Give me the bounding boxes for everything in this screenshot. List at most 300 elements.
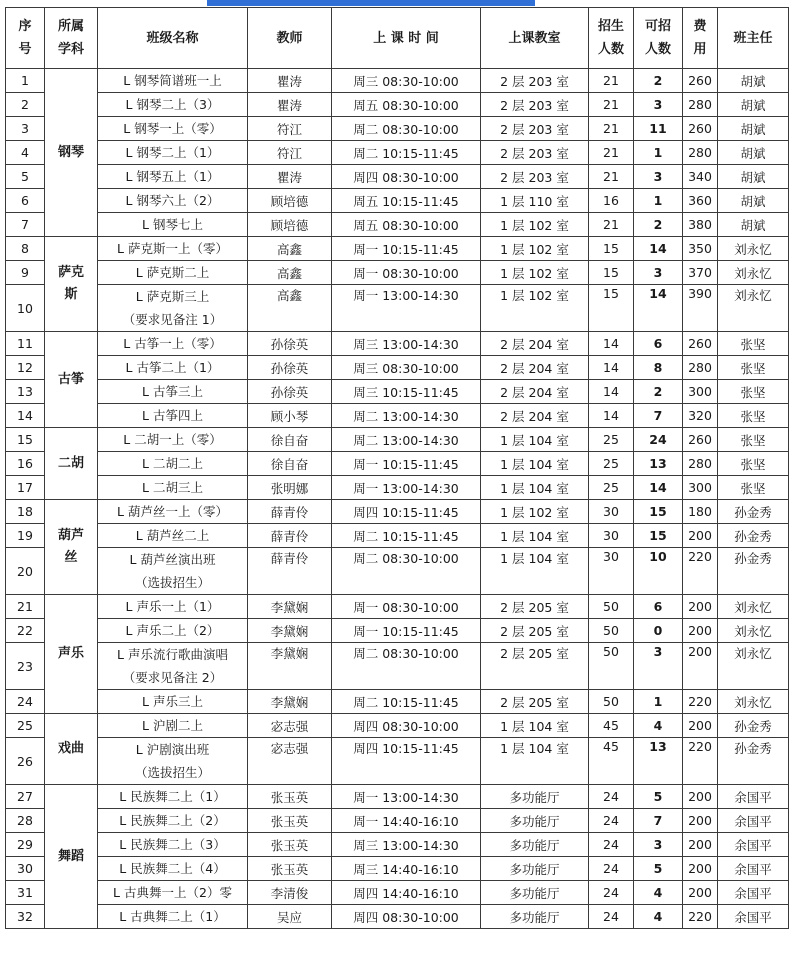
cell-time: 周四 08:30-10:00 xyxy=(332,165,481,189)
cell-class-name xyxy=(98,500,248,524)
cell-room: 2 层 203 室 xyxy=(481,93,589,117)
cell-index: 25 xyxy=(6,714,45,738)
cell-index: 9 xyxy=(6,261,45,285)
cell-fee: 380 xyxy=(683,213,718,237)
cell-index: 32 xyxy=(6,905,45,929)
cell-class-name xyxy=(98,738,248,785)
cell-head-teacher: 余国平 xyxy=(718,881,789,905)
cell-fee: 200 xyxy=(683,619,718,643)
cell-available: 3 xyxy=(634,643,683,690)
cell-available: 10 xyxy=(634,548,683,595)
cell-class-name xyxy=(98,261,248,285)
cell-room: 1 层 102 室 xyxy=(481,500,589,524)
cell-fee: 220 xyxy=(683,905,718,929)
cell-class-name xyxy=(98,452,248,476)
cell-class-name xyxy=(98,93,248,117)
cell-quota: 24 xyxy=(589,857,634,881)
cell-class-name xyxy=(98,237,248,261)
subject-label: 斯 xyxy=(64,287,78,302)
subject-label: 丝 xyxy=(64,550,78,565)
class-name-line: L 葫芦丝一上（零） xyxy=(117,504,228,519)
cell-quota: 50 xyxy=(589,690,634,714)
cell-room: 2 层 203 室 xyxy=(481,117,589,141)
cell-head-teacher: 刘永忆 xyxy=(718,261,789,285)
cell-head-teacher: 张坚 xyxy=(718,476,789,500)
cell-head-teacher: 刘永忆 xyxy=(718,595,789,619)
cell-fee: 300 xyxy=(683,476,718,500)
table-row xyxy=(6,141,789,165)
cell-quota: 21 xyxy=(589,117,634,141)
cell-index: 10 xyxy=(6,285,45,332)
cell-head-teacher: 胡斌 xyxy=(718,141,789,165)
class-name-line: L 二胡二上 xyxy=(142,456,203,471)
cell-class-name xyxy=(98,332,248,356)
cell-teacher: 顾培德 xyxy=(248,213,332,237)
cell-quota: 24 xyxy=(589,809,634,833)
cell-time: 周四 08:30-10:00 xyxy=(332,714,481,738)
header-available: 可招 人数 xyxy=(634,8,683,69)
cell-fee: 320 xyxy=(683,404,718,428)
class-name-line: L 沪剧二上 xyxy=(142,718,203,733)
table-row xyxy=(6,404,789,428)
cell-time: 周二 08:30-10:00 xyxy=(332,117,481,141)
cell-class-name xyxy=(98,595,248,619)
cell-teacher: 孙徐英 xyxy=(248,380,332,404)
cell-quota: 21 xyxy=(589,165,634,189)
cell-index: 15 xyxy=(6,428,45,452)
cell-class-name xyxy=(98,881,248,905)
cell-time: 周三 13:00-14:30 xyxy=(332,332,481,356)
cell-available: 15 xyxy=(634,524,683,548)
cell-teacher: 张玉英 xyxy=(248,857,332,881)
cell-teacher: 薛青伶 xyxy=(248,500,332,524)
cell-quota: 14 xyxy=(589,332,634,356)
class-name-line: L 声乐三上 xyxy=(142,694,203,709)
cell-index: 2 xyxy=(6,93,45,117)
subject-label: 古筝 xyxy=(57,371,84,387)
cell-available: 14 xyxy=(634,476,683,500)
table-row xyxy=(6,643,789,690)
cell-quota: 50 xyxy=(589,643,634,690)
cell-class-name xyxy=(98,857,248,881)
cell-time: 周二 13:00-14:30 xyxy=(332,428,481,452)
cell-index: 7 xyxy=(6,213,45,237)
class-name-line: L 声乐一上（1） xyxy=(125,599,220,614)
cell-teacher: 李黛娴 xyxy=(248,643,332,690)
top-blue-bar xyxy=(207,0,535,6)
cell-head-teacher: 张坚 xyxy=(718,428,789,452)
cell-index: 19 xyxy=(6,524,45,548)
cell-index: 11 xyxy=(6,332,45,356)
cell-room: 2 层 205 室 xyxy=(481,619,589,643)
cell-available: 11 xyxy=(634,117,683,141)
class-name-line: L 二胡一上（零） xyxy=(123,432,222,447)
cell-room: 多功能厅 xyxy=(481,881,589,905)
cell-available: 2 xyxy=(634,213,683,237)
cell-subject xyxy=(45,428,98,500)
table-row xyxy=(6,881,789,905)
cell-time: 周四 10:15-11:45 xyxy=(332,738,481,785)
subject-label: 萨克 xyxy=(57,265,84,280)
cell-quota: 45 xyxy=(589,714,634,738)
header-subject: 所属 学科 xyxy=(45,8,98,69)
cell-available: 3 xyxy=(634,93,683,117)
cell-teacher: 薛青伶 xyxy=(248,524,332,548)
cell-fee: 280 xyxy=(683,93,718,117)
cell-quota: 30 xyxy=(589,524,634,548)
cell-teacher: 宓志强 xyxy=(248,738,332,785)
table-row xyxy=(6,785,789,809)
cell-head-teacher: 胡斌 xyxy=(718,117,789,141)
cell-index: 3 xyxy=(6,117,45,141)
cell-room: 1 层 104 室 xyxy=(481,428,589,452)
cell-fee: 280 xyxy=(683,452,718,476)
cell-room: 2 层 205 室 xyxy=(481,595,589,619)
cell-class-name xyxy=(98,619,248,643)
cell-fee: 200 xyxy=(683,524,718,548)
cell-head-teacher: 胡斌 xyxy=(718,93,789,117)
table-row xyxy=(6,237,789,261)
header-time: 上 课 时 间 xyxy=(332,8,481,69)
class-name-line: L 古筝三上 xyxy=(142,384,203,399)
cell-room: 多功能厅 xyxy=(481,833,589,857)
cell-room: 1 层 104 室 xyxy=(481,524,589,548)
cell-head-teacher: 胡斌 xyxy=(718,165,789,189)
cell-quota: 14 xyxy=(589,356,634,380)
cell-head-teacher: 刘永忆 xyxy=(718,285,789,332)
cell-quota: 45 xyxy=(589,738,634,785)
cell-index: 8 xyxy=(6,237,45,261)
table-row xyxy=(6,117,789,141)
class-name-line: L 萨克斯二上 xyxy=(135,265,210,280)
cell-room: 1 层 102 室 xyxy=(481,285,589,332)
cell-room: 2 层 205 室 xyxy=(481,643,589,690)
cell-quota: 25 xyxy=(589,428,634,452)
cell-available: 3 xyxy=(634,165,683,189)
cell-quota: 15 xyxy=(589,285,634,332)
cell-quota: 24 xyxy=(589,905,634,929)
cell-head-teacher: 刘永忆 xyxy=(718,643,789,690)
cell-time: 周一 13:00-14:30 xyxy=(332,785,481,809)
cell-time: 周一 08:30-10:00 xyxy=(332,595,481,619)
cell-teacher: 徐自奋 xyxy=(248,428,332,452)
cell-head-teacher: 余国平 xyxy=(718,785,789,809)
cell-teacher: 徐自奋 xyxy=(248,452,332,476)
cell-teacher: 瞿涛 xyxy=(248,69,332,93)
cell-available: 13 xyxy=(634,738,683,785)
cell-teacher: 张玉英 xyxy=(248,785,332,809)
class-name-line: L 古典舞二上（1） xyxy=(119,909,226,924)
cell-class-name xyxy=(98,643,248,690)
cell-room: 1 层 102 室 xyxy=(481,237,589,261)
table-row xyxy=(6,833,789,857)
cell-fee: 200 xyxy=(683,714,718,738)
cell-time: 周三 13:00-14:30 xyxy=(332,833,481,857)
table-row xyxy=(6,189,789,213)
cell-available: 2 xyxy=(634,380,683,404)
cell-quota: 21 xyxy=(589,93,634,117)
cell-class-name xyxy=(98,905,248,929)
cell-available: 7 xyxy=(634,809,683,833)
table-body xyxy=(6,69,789,929)
table-row xyxy=(6,332,789,356)
cell-available: 4 xyxy=(634,905,683,929)
cell-fee: 360 xyxy=(683,189,718,213)
table-row xyxy=(6,380,789,404)
table-row xyxy=(6,213,789,237)
cell-quota: 16 xyxy=(589,189,634,213)
class-name-line: L 声乐二上（2） xyxy=(125,623,220,638)
header-teacher: 教师 xyxy=(248,8,332,69)
cell-room: 1 层 102 室 xyxy=(481,213,589,237)
table-row xyxy=(6,285,789,332)
subject-label: 葫芦 xyxy=(57,528,84,543)
cell-class-name xyxy=(98,809,248,833)
class-name-line: L 古筝二上（1） xyxy=(125,360,220,375)
cell-head-teacher: 孙金秀 xyxy=(718,738,789,785)
cell-time: 周五 08:30-10:00 xyxy=(332,213,481,237)
table-row xyxy=(6,93,789,117)
header-fee: 费 用 xyxy=(683,8,718,69)
cell-available: 13 xyxy=(634,452,683,476)
cell-class-name xyxy=(98,213,248,237)
cell-fee: 220 xyxy=(683,690,718,714)
cell-time: 周二 08:30-10:00 xyxy=(332,643,481,690)
cell-quota: 50 xyxy=(589,595,634,619)
cell-fee: 300 xyxy=(683,380,718,404)
cell-time: 周二 10:15-11:45 xyxy=(332,524,481,548)
table-row xyxy=(6,165,789,189)
cell-class-name xyxy=(98,285,248,332)
cell-class-name xyxy=(98,785,248,809)
cell-time: 周二 10:15-11:45 xyxy=(332,141,481,165)
cell-room: 1 层 110 室 xyxy=(481,189,589,213)
class-name-line: L 钢琴七上 xyxy=(142,217,203,232)
cell-class-name xyxy=(98,69,248,93)
cell-index: 20 xyxy=(6,548,45,595)
cell-time: 周四 08:30-10:00 xyxy=(332,905,481,929)
cell-teacher: 顾培德 xyxy=(248,189,332,213)
cell-fee: 200 xyxy=(683,643,718,690)
cell-available: 1 xyxy=(634,189,683,213)
cell-quota: 15 xyxy=(589,237,634,261)
cell-fee: 260 xyxy=(683,117,718,141)
cell-time: 周五 10:15-11:45 xyxy=(332,189,481,213)
cell-class-name xyxy=(98,141,248,165)
cell-available: 0 xyxy=(634,619,683,643)
cell-head-teacher: 孙金秀 xyxy=(718,548,789,595)
cell-class-name xyxy=(98,356,248,380)
cell-room: 1 层 104 室 xyxy=(481,476,589,500)
class-name-line: L 萨克斯三上 xyxy=(135,289,210,304)
cell-time: 周三 14:40-16:10 xyxy=(332,857,481,881)
class-name-line: L 民族舞二上（3） xyxy=(119,837,226,852)
cell-teacher: 高鑫 xyxy=(248,237,332,261)
cell-class-name xyxy=(98,117,248,141)
cell-index: 21 xyxy=(6,595,45,619)
cell-index: 14 xyxy=(6,404,45,428)
cell-class-name xyxy=(98,548,248,595)
cell-room: 1 层 104 室 xyxy=(481,452,589,476)
cell-class-name xyxy=(98,714,248,738)
cell-fee: 200 xyxy=(683,881,718,905)
cell-fee: 200 xyxy=(683,857,718,881)
cell-class-name xyxy=(98,524,248,548)
cell-subject xyxy=(45,500,98,595)
cell-room: 2 层 203 室 xyxy=(481,141,589,165)
cell-quota: 24 xyxy=(589,881,634,905)
cell-head-teacher: 余国平 xyxy=(718,833,789,857)
cell-fee: 350 xyxy=(683,237,718,261)
class-name-line: L 民族舞二上（1） xyxy=(119,789,226,804)
subject-label: 声乐 xyxy=(57,646,84,661)
cell-room: 2 层 204 室 xyxy=(481,332,589,356)
cell-room: 2 层 204 室 xyxy=(481,380,589,404)
cell-head-teacher: 张坚 xyxy=(718,404,789,428)
cell-teacher: 符江 xyxy=(248,141,332,165)
cell-time: 周一 08:30-10:00 xyxy=(332,261,481,285)
cell-available: 1 xyxy=(634,141,683,165)
table-row xyxy=(6,595,789,619)
class-name-line: L 钢琴二上（3） xyxy=(125,97,220,112)
cell-room: 多功能厅 xyxy=(481,785,589,809)
cell-available: 3 xyxy=(634,833,683,857)
cell-time: 周二 13:00-14:30 xyxy=(332,404,481,428)
cell-subject xyxy=(45,714,98,785)
cell-index: 13 xyxy=(6,380,45,404)
cell-time: 周四 10:15-11:45 xyxy=(332,500,481,524)
cell-fee: 200 xyxy=(683,595,718,619)
cell-room: 2 层 204 室 xyxy=(481,404,589,428)
cell-available: 24 xyxy=(634,428,683,452)
class-name-line: L 萨克斯一上（零） xyxy=(117,241,228,256)
class-name-line: L 钢琴五上（1） xyxy=(125,169,220,184)
cell-head-teacher: 余国平 xyxy=(718,857,789,881)
cell-available: 2 xyxy=(634,69,683,93)
cell-class-name xyxy=(98,833,248,857)
cell-time: 周三 10:15-11:45 xyxy=(332,380,481,404)
cell-fee: 370 xyxy=(683,261,718,285)
cell-index: 16 xyxy=(6,452,45,476)
cell-teacher: 张玉英 xyxy=(248,809,332,833)
table-row xyxy=(6,548,789,595)
cell-class-name xyxy=(98,690,248,714)
cell-head-teacher: 张坚 xyxy=(718,332,789,356)
table-row xyxy=(6,261,789,285)
cell-room: 1 层 104 室 xyxy=(481,548,589,595)
cell-subject xyxy=(45,69,98,237)
cell-available: 14 xyxy=(634,285,683,332)
cell-room: 多功能厅 xyxy=(481,857,589,881)
cell-quota: 15 xyxy=(589,261,634,285)
cell-index: 29 xyxy=(6,833,45,857)
subject-label: 二胡 xyxy=(57,455,84,471)
cell-fee: 180 xyxy=(683,500,718,524)
cell-room: 多功能厅 xyxy=(481,809,589,833)
table-row xyxy=(6,714,789,738)
cell-time: 周三 08:30-10:00 xyxy=(332,356,481,380)
cell-quota: 25 xyxy=(589,476,634,500)
table-row xyxy=(6,905,789,929)
class-name-line: L 葫芦丝二上 xyxy=(135,528,210,543)
cell-room: 2 层 203 室 xyxy=(481,69,589,93)
cell-index: 28 xyxy=(6,809,45,833)
cell-available: 1 xyxy=(634,690,683,714)
cell-class-name xyxy=(98,476,248,500)
class-name-line: L 钢琴二上（1） xyxy=(125,145,220,160)
cell-available: 5 xyxy=(634,857,683,881)
cell-index: 1 xyxy=(6,69,45,93)
cell-room: 1 层 104 室 xyxy=(481,738,589,785)
table-row xyxy=(6,356,789,380)
cell-fee: 260 xyxy=(683,428,718,452)
class-name-line: L 钢琴一上（零） xyxy=(123,121,222,136)
cell-teacher: 高鑫 xyxy=(248,285,332,332)
cell-available: 14 xyxy=(634,237,683,261)
cell-teacher: 薛青伶 xyxy=(248,548,332,595)
class-name-line: L 沪剧演出班 xyxy=(135,742,210,757)
cell-fee: 200 xyxy=(683,833,718,857)
cell-head-teacher: 孙金秀 xyxy=(718,524,789,548)
cell-available: 4 xyxy=(634,714,683,738)
class-name-line: L 声乐流行歌曲演唱 xyxy=(117,647,228,662)
header-head-teacher: 班主任 xyxy=(718,8,789,69)
class-name-line: L 钢琴六上（2） xyxy=(125,193,220,208)
cell-quota: 21 xyxy=(589,141,634,165)
cell-time: 周一 13:00-14:30 xyxy=(332,476,481,500)
cell-quota: 25 xyxy=(589,452,634,476)
cell-time: 周四 14:40-16:10 xyxy=(332,881,481,905)
table-row xyxy=(6,428,789,452)
cell-fee: 340 xyxy=(683,165,718,189)
cell-index: 18 xyxy=(6,500,45,524)
cell-teacher: 张玉英 xyxy=(248,833,332,857)
subject-label: 戏曲 xyxy=(57,741,84,756)
cell-fee: 280 xyxy=(683,356,718,380)
cell-head-teacher: 张坚 xyxy=(718,356,789,380)
cell-time: 周一 13:00-14:30 xyxy=(332,285,481,332)
cell-head-teacher: 刘永忆 xyxy=(718,690,789,714)
cell-index: 4 xyxy=(6,141,45,165)
cell-head-teacher: 张坚 xyxy=(718,452,789,476)
header-quota: 招生 人数 xyxy=(589,8,634,69)
table-row xyxy=(6,69,789,93)
cell-quota: 14 xyxy=(589,404,634,428)
cell-index: 30 xyxy=(6,857,45,881)
cell-available: 3 xyxy=(634,261,683,285)
cell-index: 6 xyxy=(6,189,45,213)
class-name-line: （要求见备注 2） xyxy=(122,670,223,685)
table-row xyxy=(6,738,789,785)
cell-fee: 220 xyxy=(683,548,718,595)
cell-index: 12 xyxy=(6,356,45,380)
cell-head-teacher: 张坚 xyxy=(718,380,789,404)
cell-teacher: 吴应 xyxy=(248,905,332,929)
cell-time: 周一 14:40-16:10 xyxy=(332,809,481,833)
cell-subject xyxy=(45,785,98,929)
cell-time: 周二 10:15-11:45 xyxy=(332,690,481,714)
cell-teacher: 张明娜 xyxy=(248,476,332,500)
cell-quota: 21 xyxy=(589,69,634,93)
class-name-line: L 二胡三上 xyxy=(142,480,203,495)
cell-index: 27 xyxy=(6,785,45,809)
cell-teacher: 李黛娴 xyxy=(248,690,332,714)
cell-time: 周一 10:15-11:45 xyxy=(332,619,481,643)
table-row xyxy=(6,690,789,714)
table-row xyxy=(6,857,789,881)
cell-room: 2 层 203 室 xyxy=(481,165,589,189)
class-name-line: L 葫芦丝演出班 xyxy=(129,552,216,567)
